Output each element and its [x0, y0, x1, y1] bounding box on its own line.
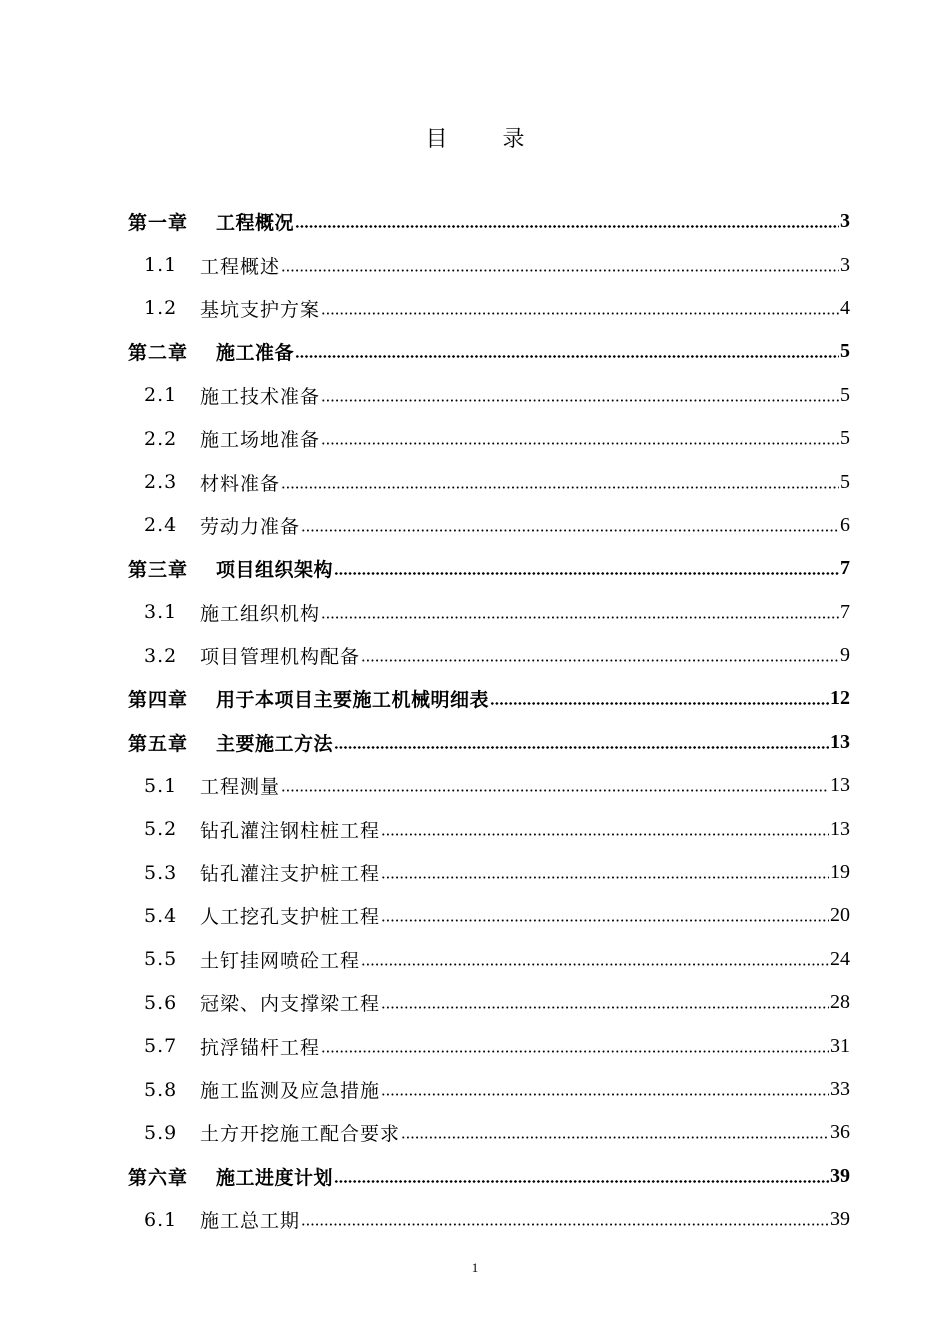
toc-section-row[interactable] [128, 634, 850, 677]
toc-label: 钻孔灌注支护桩工程 [200, 863, 381, 886]
toc-label: 主要施工方法 [216, 732, 334, 755]
toc-page: 13 [830, 817, 850, 840]
toc-page: 36 [830, 1121, 850, 1144]
toc-label: 人工挖孔支护桩工程 [200, 906, 381, 929]
toc-label: 项目组织架构 [216, 559, 334, 582]
toc-page: 5 [840, 427, 850, 450]
toc-page: 6 [840, 513, 850, 536]
toc-number: 第五章 [128, 732, 189, 755]
toc-number: 第四章 [128, 689, 189, 712]
toc-page: 5 [840, 470, 850, 493]
toc-label: 施工总工期 [200, 1210, 301, 1233]
toc-label: 施工技术准备 [200, 385, 321, 408]
toc-number: 3.2 [144, 644, 178, 667]
toc-page: 7 [840, 557, 850, 580]
toc-page: 24 [830, 947, 850, 970]
toc-page: 9 [840, 644, 850, 667]
toc-leader [334, 1180, 829, 1183]
toc-section-row[interactable] [128, 894, 850, 937]
toc-page: 19 [830, 861, 850, 884]
toc-label: 施工监测及应急措施 [200, 1080, 381, 1102]
toc-page: 13 [830, 730, 850, 753]
toc-label: 材料准备 [200, 472, 281, 495]
toc-section-row[interactable] [128, 851, 850, 894]
toc-number: 6.1 [144, 1208, 178, 1231]
toc-leader [301, 1223, 829, 1226]
toc-page: 3 [840, 253, 850, 276]
toc-chapter-row[interactable] [128, 200, 850, 243]
toc-leader [490, 702, 829, 705]
toc-leader [381, 1093, 829, 1096]
toc-page: 5 [840, 383, 850, 406]
toc-number: 5.7 [144, 1035, 178, 1058]
toc-leader [381, 1006, 829, 1009]
toc-section-row[interactable] [128, 504, 850, 547]
table-of-contents [128, 200, 850, 1241]
toc-label: 冠梁、内支撑梁工程 [200, 993, 381, 1016]
toc-section-row[interactable] [128, 417, 850, 460]
title-char: 录 [502, 127, 525, 152]
toc-label: 施工进度计划 [216, 1166, 334, 1189]
toc-section-row[interactable] [128, 374, 850, 417]
toc-leader [381, 919, 829, 922]
toc-leader [281, 269, 839, 272]
toc-page: 4 [840, 296, 850, 319]
toc-number: 5.3 [144, 861, 178, 884]
toc-number: 5.9 [144, 1121, 178, 1144]
toc-label: 土钉挂网喷砼工程 [200, 949, 361, 972]
toc-label: 劳动力准备 [200, 515, 301, 538]
toc-leader [281, 789, 829, 792]
toc-page: 39 [830, 1208, 850, 1231]
toc-chapter-row[interactable] [128, 547, 850, 590]
toc-leader [321, 616, 839, 619]
toc-leader [381, 876, 829, 879]
toc-leader [295, 225, 839, 228]
page-number: 1 [471, 1260, 479, 1275]
toc-page: 33 [830, 1078, 850, 1100]
toc-section-row[interactable] [128, 1068, 850, 1111]
toc-label: 工程概况 [216, 212, 295, 235]
toc-page: 13 [830, 774, 850, 797]
toc-leader [361, 659, 839, 662]
toc-number: 2.4 [144, 514, 178, 537]
toc-label: 用于本项目主要施工机械明细表 [216, 689, 490, 712]
toc-section-row[interactable] [128, 287, 850, 330]
toc-label: 施工准备 [216, 342, 295, 365]
toc-section-row[interactable] [128, 591, 850, 634]
toc-page: 5 [840, 340, 850, 363]
toc-section-row[interactable] [128, 938, 850, 981]
toc-label: 工程测量 [200, 776, 281, 799]
toc-number: 第二章 [128, 342, 189, 365]
toc-leader [321, 312, 839, 315]
toc-section-row[interactable] [128, 460, 850, 503]
toc-leader [334, 746, 829, 749]
toc-page: 31 [830, 1034, 850, 1057]
toc-section-row[interactable] [128, 981, 850, 1024]
toc-section-row[interactable] [128, 1198, 850, 1241]
toc-label: 基坑支护方案 [200, 298, 321, 321]
toc-chapter-row[interactable] [128, 677, 850, 720]
toc-number: 第六章 [128, 1166, 189, 1189]
toc-label: 项目管理机构配备 [200, 646, 361, 669]
toc-chapter-row[interactable] [128, 330, 850, 373]
toc-label: 工程概述 [200, 255, 281, 278]
toc-number: 第一章 [128, 212, 189, 235]
toc-leader [321, 399, 839, 402]
toc-chapter-row[interactable] [128, 721, 850, 764]
toc-leader [321, 442, 839, 445]
toc-page: 28 [830, 991, 850, 1014]
toc-leader [401, 1136, 829, 1139]
toc-section-row[interactable] [128, 1111, 850, 1154]
toc-label: 土方开挖施工配合要求 [200, 1123, 401, 1146]
toc-section-row[interactable] [128, 807, 850, 850]
page-title [0, 122, 950, 153]
toc-leader [295, 355, 839, 358]
toc-leader [301, 529, 839, 532]
toc-leader [321, 1050, 829, 1053]
title-char: 目 [425, 127, 448, 152]
toc-section-row[interactable] [128, 764, 850, 807]
toc-number: 5.8 [144, 1078, 178, 1101]
toc-number: 2.3 [144, 471, 178, 494]
toc-number: 5.1 [144, 774, 178, 797]
toc-page: 12 [830, 687, 850, 710]
toc-number: 1.1 [144, 254, 178, 277]
toc-label: 钻孔灌注钢柱桩工程 [200, 819, 381, 842]
toc-number: 5.2 [144, 818, 178, 841]
toc-number: 1.2 [144, 297, 178, 320]
toc-section-row[interactable] [128, 243, 850, 286]
toc-number: 5.4 [144, 904, 178, 927]
toc-leader [361, 963, 829, 966]
toc-number: 3.1 [144, 601, 178, 624]
toc-label: 抗浮锚杆工程 [200, 1036, 321, 1059]
toc-number: 5.5 [144, 948, 178, 971]
toc-page: 39 [830, 1164, 850, 1187]
toc-page: 20 [830, 904, 850, 927]
toc-page: 7 [840, 600, 850, 623]
toc-number: 2.2 [144, 427, 178, 450]
toc-section-row[interactable] [128, 1024, 850, 1067]
toc-chapter-row[interactable] [128, 1155, 850, 1198]
toc-leader [281, 486, 839, 489]
toc-leader [381, 833, 829, 836]
toc-number: 2.1 [144, 384, 178, 407]
toc-page: 3 [840, 210, 850, 233]
toc-number: 第三章 [128, 559, 189, 582]
toc-number: 5.6 [144, 991, 178, 1014]
toc-leader [334, 572, 839, 575]
toc-label: 施工场地准备 [200, 429, 321, 452]
toc-label: 施工组织机构 [200, 602, 321, 625]
